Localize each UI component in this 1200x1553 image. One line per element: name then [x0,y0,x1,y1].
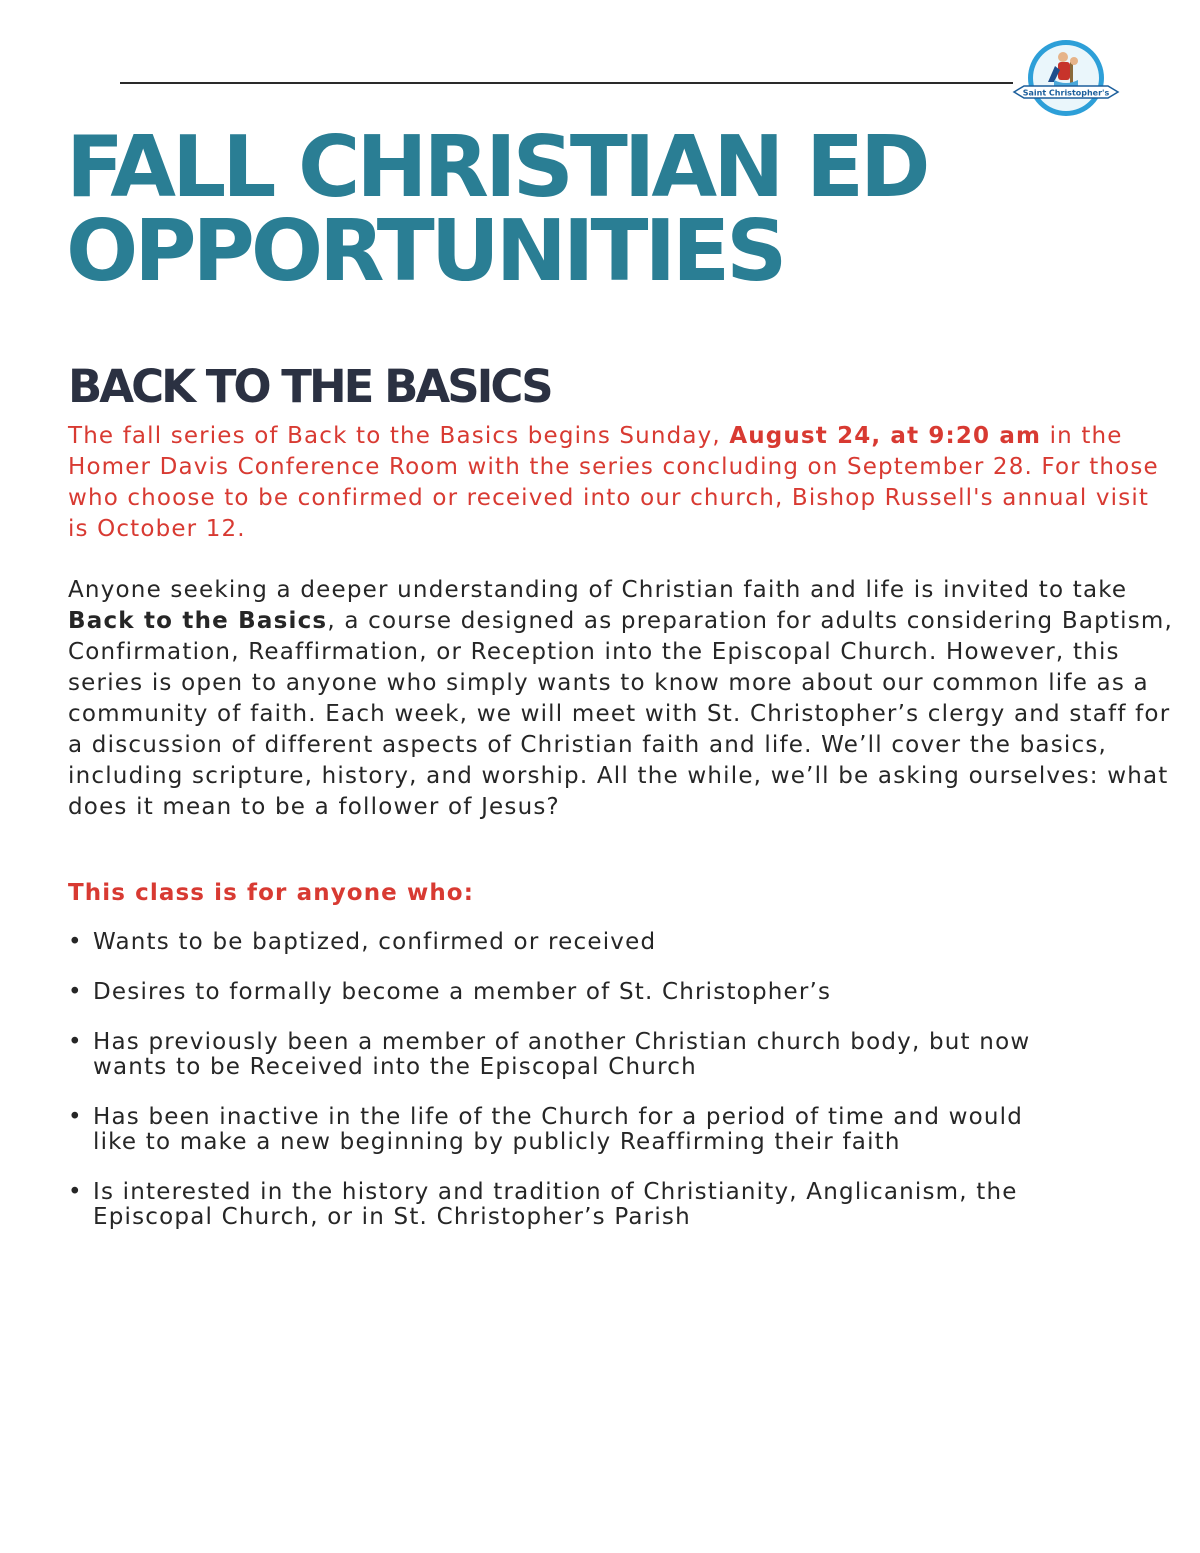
intro-paragraph [68,421,1168,545]
page-title-line-2: OPPORTUNITIES [66,202,784,301]
page-title-line-1: FALL CHRISTIAN ED [66,118,927,217]
list-item: • Wants to be baptized, confirmed or received [68,930,1068,955]
description-paragraph [68,575,1178,823]
list-item: • Is interested in the history and tradition of Christianity, Anglicanism, the Episcopal Church, or in St. Christopher’s Parish [68,1180,1068,1230]
page-title [66,118,927,301]
list-item: • Has been inactive in the life of the Church for a period of time and would like to make a new beginning by publicly Reaffirming their faith [68,1105,1068,1155]
header-divider [120,82,1013,84]
intro-text-2: in the Homer Davis Conference Room with the series concluding on September 28. For those who choose to be confirmed or received into our church, Bishop Russell's annual visit is October 12. [68,423,1159,542]
logo-text: Saint Christopher's [1022,88,1110,98]
list-item: • Has previously been a member of another Christian church body, but now wants to be Received into the Episcopal Church [68,1030,1068,1080]
section-heading: BACK TO THE BASICS [68,360,551,413]
description-text-1: Anyone seeking a deeper understanding of Christian faith and life is invited to take [68,577,1128,603]
description-text-2: , a course designed as preparation for adults considering Baptism, Confirmation, Reaffirmation, or Reception into the Episcopal Church. However, this series is open to anyone who simply wants to know more about our common life as a community of faith. Each week, we will meet with St. Christopher’s clergy and staff for a discussion of different aspects of Christian faith and life. We’ll cover the basics, including scripture, history, and worship. All the while, we’ll be asking ourselves: what does it mean to be a follower of Jesus? [68,608,1174,820]
intro-text-1: The fall series of Back to the Basics begins Sunday, [68,423,730,449]
intro-date-time: August 24, at 9:20 am [729,423,1042,449]
audience-list [68,930,1068,1255]
list-item: • Desires to formally become a member of St. Christopher’s [68,980,1068,1005]
course-name: Back to the Basics [68,608,328,634]
parish-logo [1010,38,1122,124]
audience-heading: This class is for anyone who: [68,880,474,906]
